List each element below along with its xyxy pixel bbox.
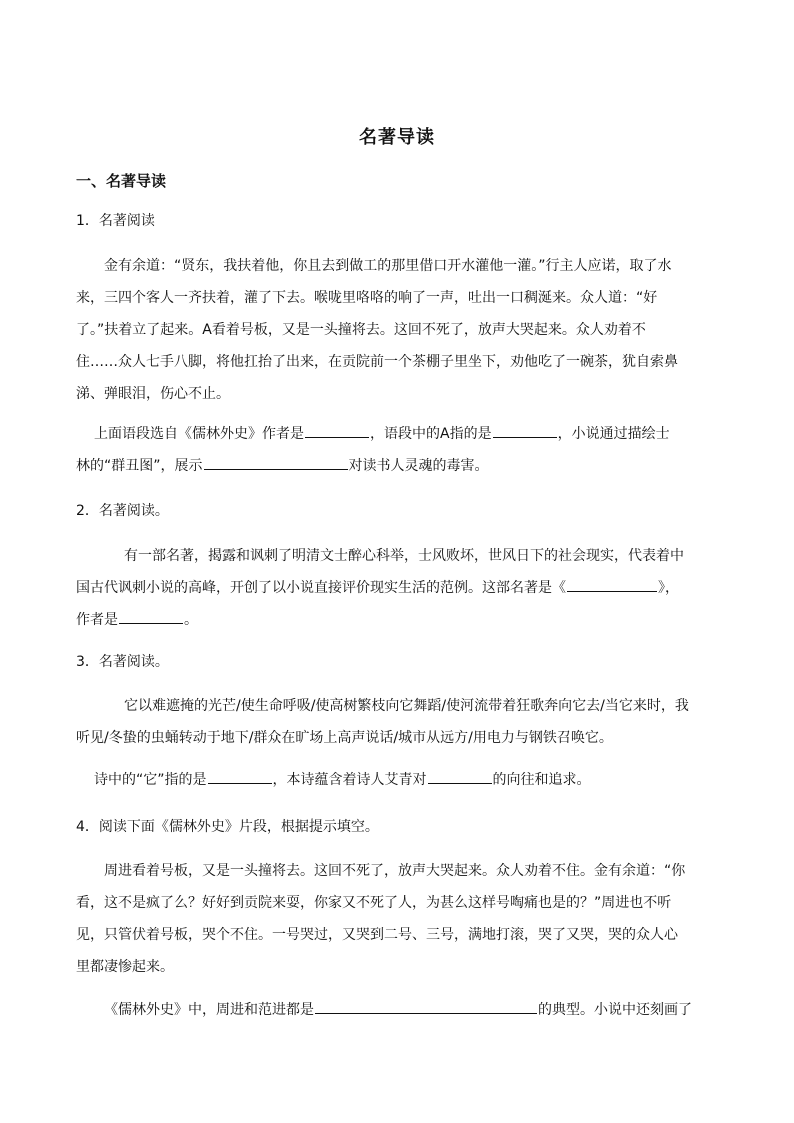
passage-line: 它以难遮掩的光芒/使生命呼吸/使高树繁枝向它舞蹈/使河流带着狂歌奔向它去/当它来时，我 [124,698,689,714]
passage-line: 里都凄惨起来。 [76,959,174,975]
prompt-text: ，本诗蕴含着诗人艾青对 [272,772,427,788]
passage-line: 涕、弹眼泪，伤心不止。 [76,386,230,402]
section-heading: 一、名著导读 [76,172,167,190]
passage-text: 国古代讽刺小说的高峰，开创了以小说直接评价现实生活的范例。这部名著是《 [76,580,566,596]
question-3-label: 3．名著阅读。 [76,654,169,670]
passage-line: 有一部名著，揭露和讽刺了明清文士醉心科举，士风败坏，世风日下的社会现实，代表着中 [124,548,684,564]
passage-line: 金有余道：“贤东，我扶着他，你且去到做工的那里借口开水灌他一灌。”行主人应诺，取了水 [104,258,672,274]
passage-line: 看，这不是疯了么？好好到贡院来耍，你家又不死了人，为甚么这样号啕痛也是的？”周进也不听 [76,895,672,911]
question-1-label: 1．名著阅读 [76,213,155,229]
question-4-prompt [76,994,716,1026]
passage-text: 作者是 [76,612,118,628]
prompt-text: 对读书人灵魂的毒害。 [348,458,489,474]
prompt-text: 的典型。小说中还刻画了 [538,1002,692,1018]
prompt-text: 《儒林外史》中，周进和范进都是 [104,1002,314,1018]
passage-line: 听见/冬蛰的虫蛹转动于地下/群众在旷场上高声说话/城市从远方/用电力与钢铁召唤它。 [76,730,613,746]
passage-line: 来，三四个客人一齐扶着，灌了下去。喉咙里咯咯的响了一声，吐出一口稠涎来。众人道：“好 [76,290,658,306]
answer-blank-theme[interactable] [204,453,348,470]
prompt-text: ，语段中的A指的是 [370,426,492,442]
question-2-label: 2．名著阅读。 [76,503,169,519]
question-1-passage [76,250,716,410]
prompt-text: 上面语段选自《儒林外史》作者是 [94,426,304,442]
question-3-passage [76,690,716,754]
passage-text: 。 [184,612,198,628]
answer-blank-character[interactable] [493,421,557,438]
page-title: 名著导读 [359,127,435,148]
question-2-passage [76,540,716,636]
answer-blank-referent[interactable] [208,767,272,784]
answer-blank-author[interactable] [305,421,369,438]
answer-blank-aspiration[interactable] [428,767,492,784]
question-4-label: 4．阅读下面《儒林外史》片段，根据提示填空。 [76,819,379,835]
question-1-prompt [76,418,716,482]
prompt-text: ，小说通过描绘士 [557,426,670,442]
prompt-text: 林的“群丑图”，展示 [76,458,203,474]
question-3-prompt [76,764,716,796]
answer-blank-character-type[interactable] [315,997,537,1014]
question-4-passage [76,855,716,983]
prompt-text: 的向往和追求。 [492,772,591,788]
answer-blank-book-title[interactable] [567,575,657,592]
answer-blank-author[interactable] [119,607,183,624]
passage-line: 周进看着号板，又是一头撞将去。这回不死了，放声大哭起来。众人劝着不住。金有余道：“你 [104,863,686,879]
passage-line: 了。”扶着立了起来。A看着号板，又是一头撞将去。这回不死了，放声大哭起来。众人劝着不 [76,322,646,338]
passage-text: 》， [658,580,679,596]
passage-line: 见，只管伏着号板，哭个不住。一号哭过，又哭到二号、三号，满地打滚，哭了又哭，哭的众人心 [76,927,678,943]
passage-line: 住……众人七手八脚，将他扛抬了出来，在贡院前一个茶棚子里坐下，劝他吃了一碗茶，犹自索鼻 [76,354,678,370]
prompt-text: 诗中的“它”指的是 [94,772,207,788]
